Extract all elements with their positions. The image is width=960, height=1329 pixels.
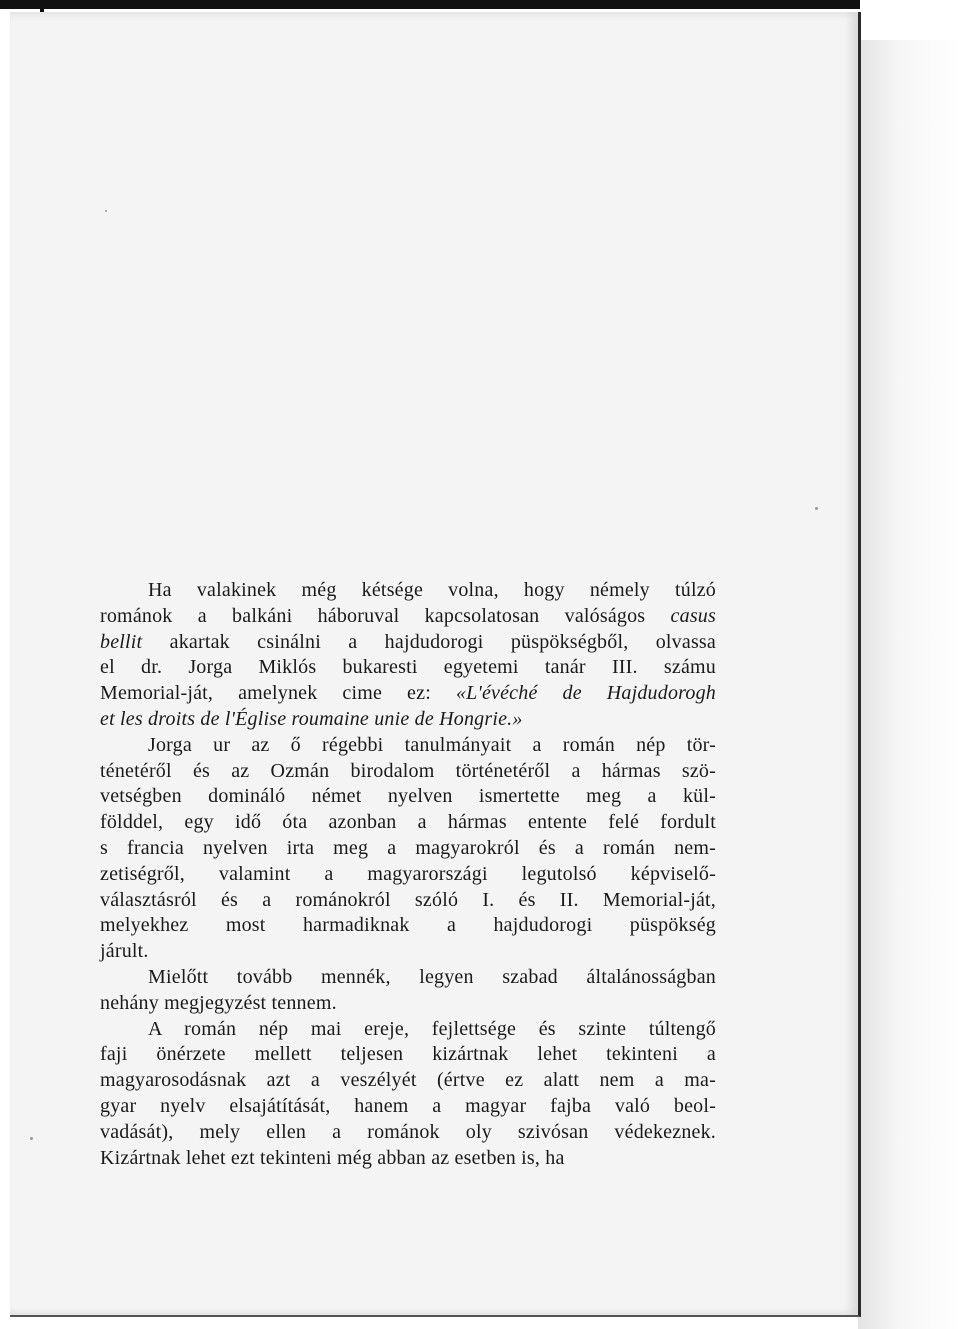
text-line: Ha valakinek még kétsége volna, hogy némely túlzó — [148, 579, 716, 601]
page-speck — [105, 210, 107, 212]
text-line: el dr. Jorga Miklós bukaresti egyetemi tanár III. számu — [100, 656, 716, 679]
text-line: vetségben domináló német nyelven ismertette meg a kül- — [100, 785, 716, 808]
italic-text: et les droits de l'Église roumaine unie de Hongrie.» — [100, 707, 523, 730]
text-line: ténetéről és az Ozmán birodalom történetéről a hármas szö- — [100, 759, 716, 782]
italic-text: bellit — [100, 630, 143, 653]
text-line: bellit akartak csinálni a hajdudorogi püspökségből, olvassa — [100, 630, 716, 653]
page-speck — [30, 1137, 33, 1140]
text-line — [100, 707, 716, 733]
text-line: zetiségről, valamint a magyarországi legutolsó képviselő- — [100, 862, 716, 885]
text-line: magyarosodásnak azt a veszélyét (értve ez alatt nem a ma- — [100, 1069, 716, 1092]
text-line: nehány megjegyzést tennem. — [100, 991, 337, 1014]
text-line: Memorial-ját, amelynek cime ez: «L'évéché de Hajdudorogh — [100, 682, 716, 705]
text-line: románok a balkáni háboruval kapcsolatosan valóságos casus — [100, 604, 716, 627]
text-line: gyar nyelv elsajátítását, hanem a magyar fajba való beol- — [100, 1094, 716, 1117]
scan-top-rule — [0, 0, 860, 9]
text-line: melyekhez most harmadiknak a hajdudorogi püspökség — [100, 914, 716, 937]
scan-background — [858, 40, 960, 1329]
text-line: faji önérzete mellett teljesen kizártnak lehet tekinteni a — [100, 1043, 716, 1066]
text-line: választásról és a románokról szóló I. és II. Memorial-ját, — [100, 888, 716, 911]
page-speck — [815, 507, 818, 510]
text-line: vadását), mely ellen a románok oly szivósan védekeznek. — [100, 1120, 716, 1143]
text-line: s francia nyelven irta meg a magyarokról és a román nem- — [100, 836, 716, 859]
text-line: Kizártnak lehet ezt tekinteni még abban az esetben is, ha — [100, 1146, 565, 1169]
italic-text: «L'évéché de Hajdudorogh — [455, 682, 716, 705]
paragraph — [100, 733, 716, 965]
paragraph — [100, 578, 716, 733]
paragraph — [100, 1017, 716, 1172]
paragraph — [100, 965, 716, 1017]
text-line: földdel, egy idő óta azonban a hármas entente felé fordult — [100, 811, 716, 834]
text-line: Mielőtt tovább mennék, legyen szabad általánosságban — [148, 965, 716, 988]
body-text — [100, 578, 716, 1171]
text-line: Jorga ur az ő régebbi tanulmányait a román nép tör- — [148, 733, 716, 756]
text-line: A román nép mai ereje, fejlettsége és szinte túltengő — [148, 1017, 716, 1040]
text-line: járult. — [100, 940, 149, 963]
italic-text: casus — [670, 604, 716, 627]
